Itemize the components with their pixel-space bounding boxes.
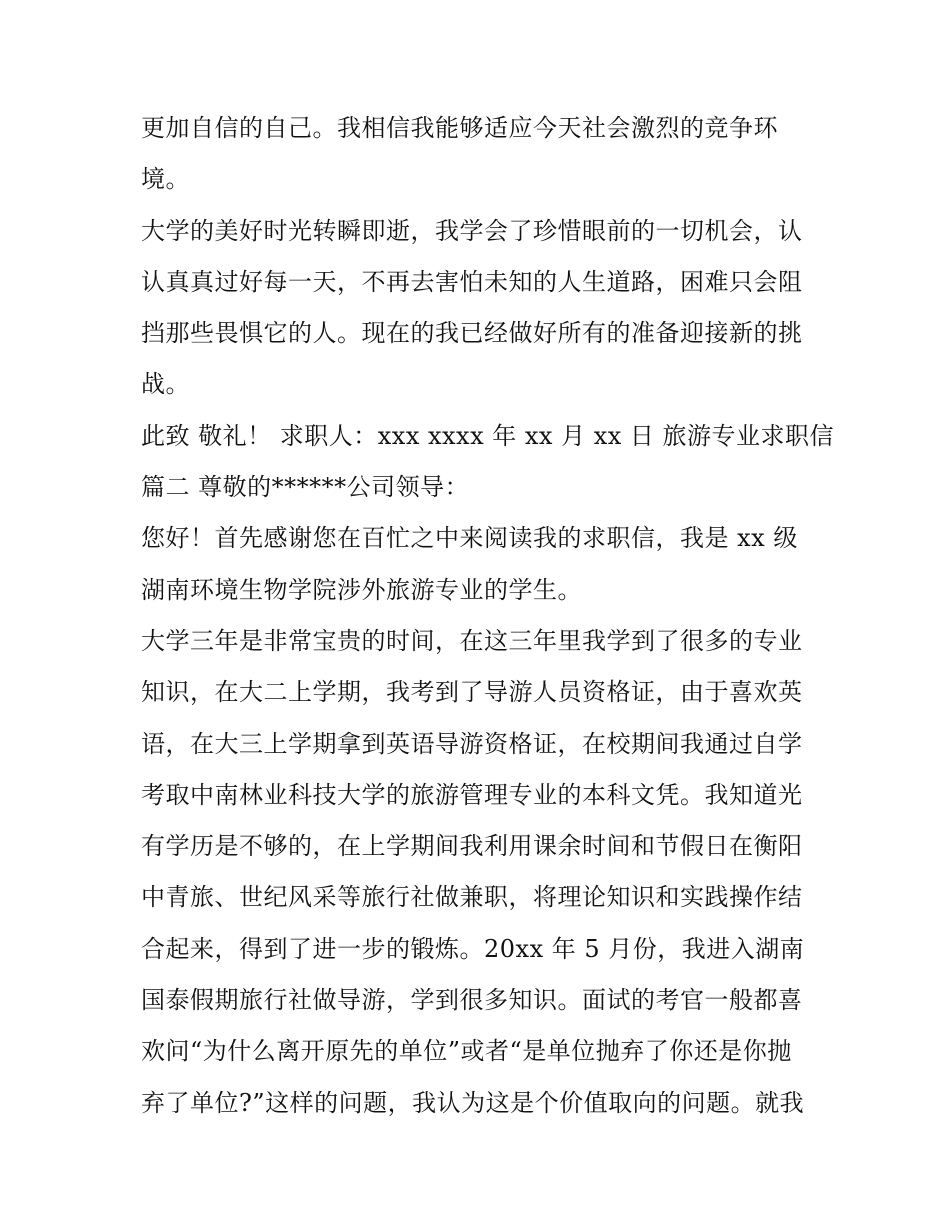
text-line: 此致 敬礼！ 求职人：xxx xxxx 年 xx 月 xx 日 旅游专业求职信	[141, 421, 835, 450]
text-line: 湖南环境生物学院涉外旅游专业的学生。	[141, 575, 582, 604]
text-line: 语，在大三上学期拿到英语导游资格证，在校期间我通过自学	[141, 729, 803, 758]
text-line: 合起来，得到了进一步的锻炼。20xx 年 5 月份，我进入湖南	[141, 934, 805, 963]
text-line: 挡那些畏惧它的人。现在的我已经做好所有的准备迎接新的挑	[141, 319, 803, 348]
text-line: 认真真过好每一天，不再去害怕未知的人生道路，困难只会阻	[141, 267, 803, 296]
text-line: 知识，在大二上学期，我考到了导游人员资格证，由于喜欢英	[141, 678, 803, 707]
text-line: 境。	[141, 165, 190, 194]
text-line: 国泰假期旅行社做导游，学到很多知识。面试的考官一般都喜	[141, 986, 803, 1015]
document-body	[141, 103, 835, 1129]
text-line: 更加自信的自己。我相信我能够适应今天社会激烈的竞争环	[141, 114, 778, 142]
text-line: 篇二 尊敬的******公司领导：	[141, 473, 470, 502]
text-line: 有学历是不够的，在上学期间我利用课余时间和节假日在衡阳	[141, 832, 803, 861]
text-line: 欢问“为什么离开原先的单位”或者“是单位抛弃了你还是你抛	[141, 1037, 792, 1066]
text-line: 弃了单位?”这样的问题，我认为这是个价值取向的问题。就我	[141, 1088, 805, 1117]
text-line: 中青旅、世纪风采等旅行社做兼职，将理论知识和实践操作结	[141, 883, 803, 912]
text-line: 大学三年是非常宝贵的时间，在这三年里我学到了很多的专业	[141, 626, 803, 655]
text-line: 大学的美好时光转瞬即逝，我学会了珍惜眼前的一切机会，认	[141, 216, 803, 245]
text-line: 您好！首先感谢您在百忙之中来阅读我的求职信，我是 xx 级	[141, 524, 798, 553]
text-line: 考取中南林业科技大学的旅游管理专业的本科文凭。我知道光	[141, 780, 803, 809]
text-line: 战。	[141, 370, 190, 399]
